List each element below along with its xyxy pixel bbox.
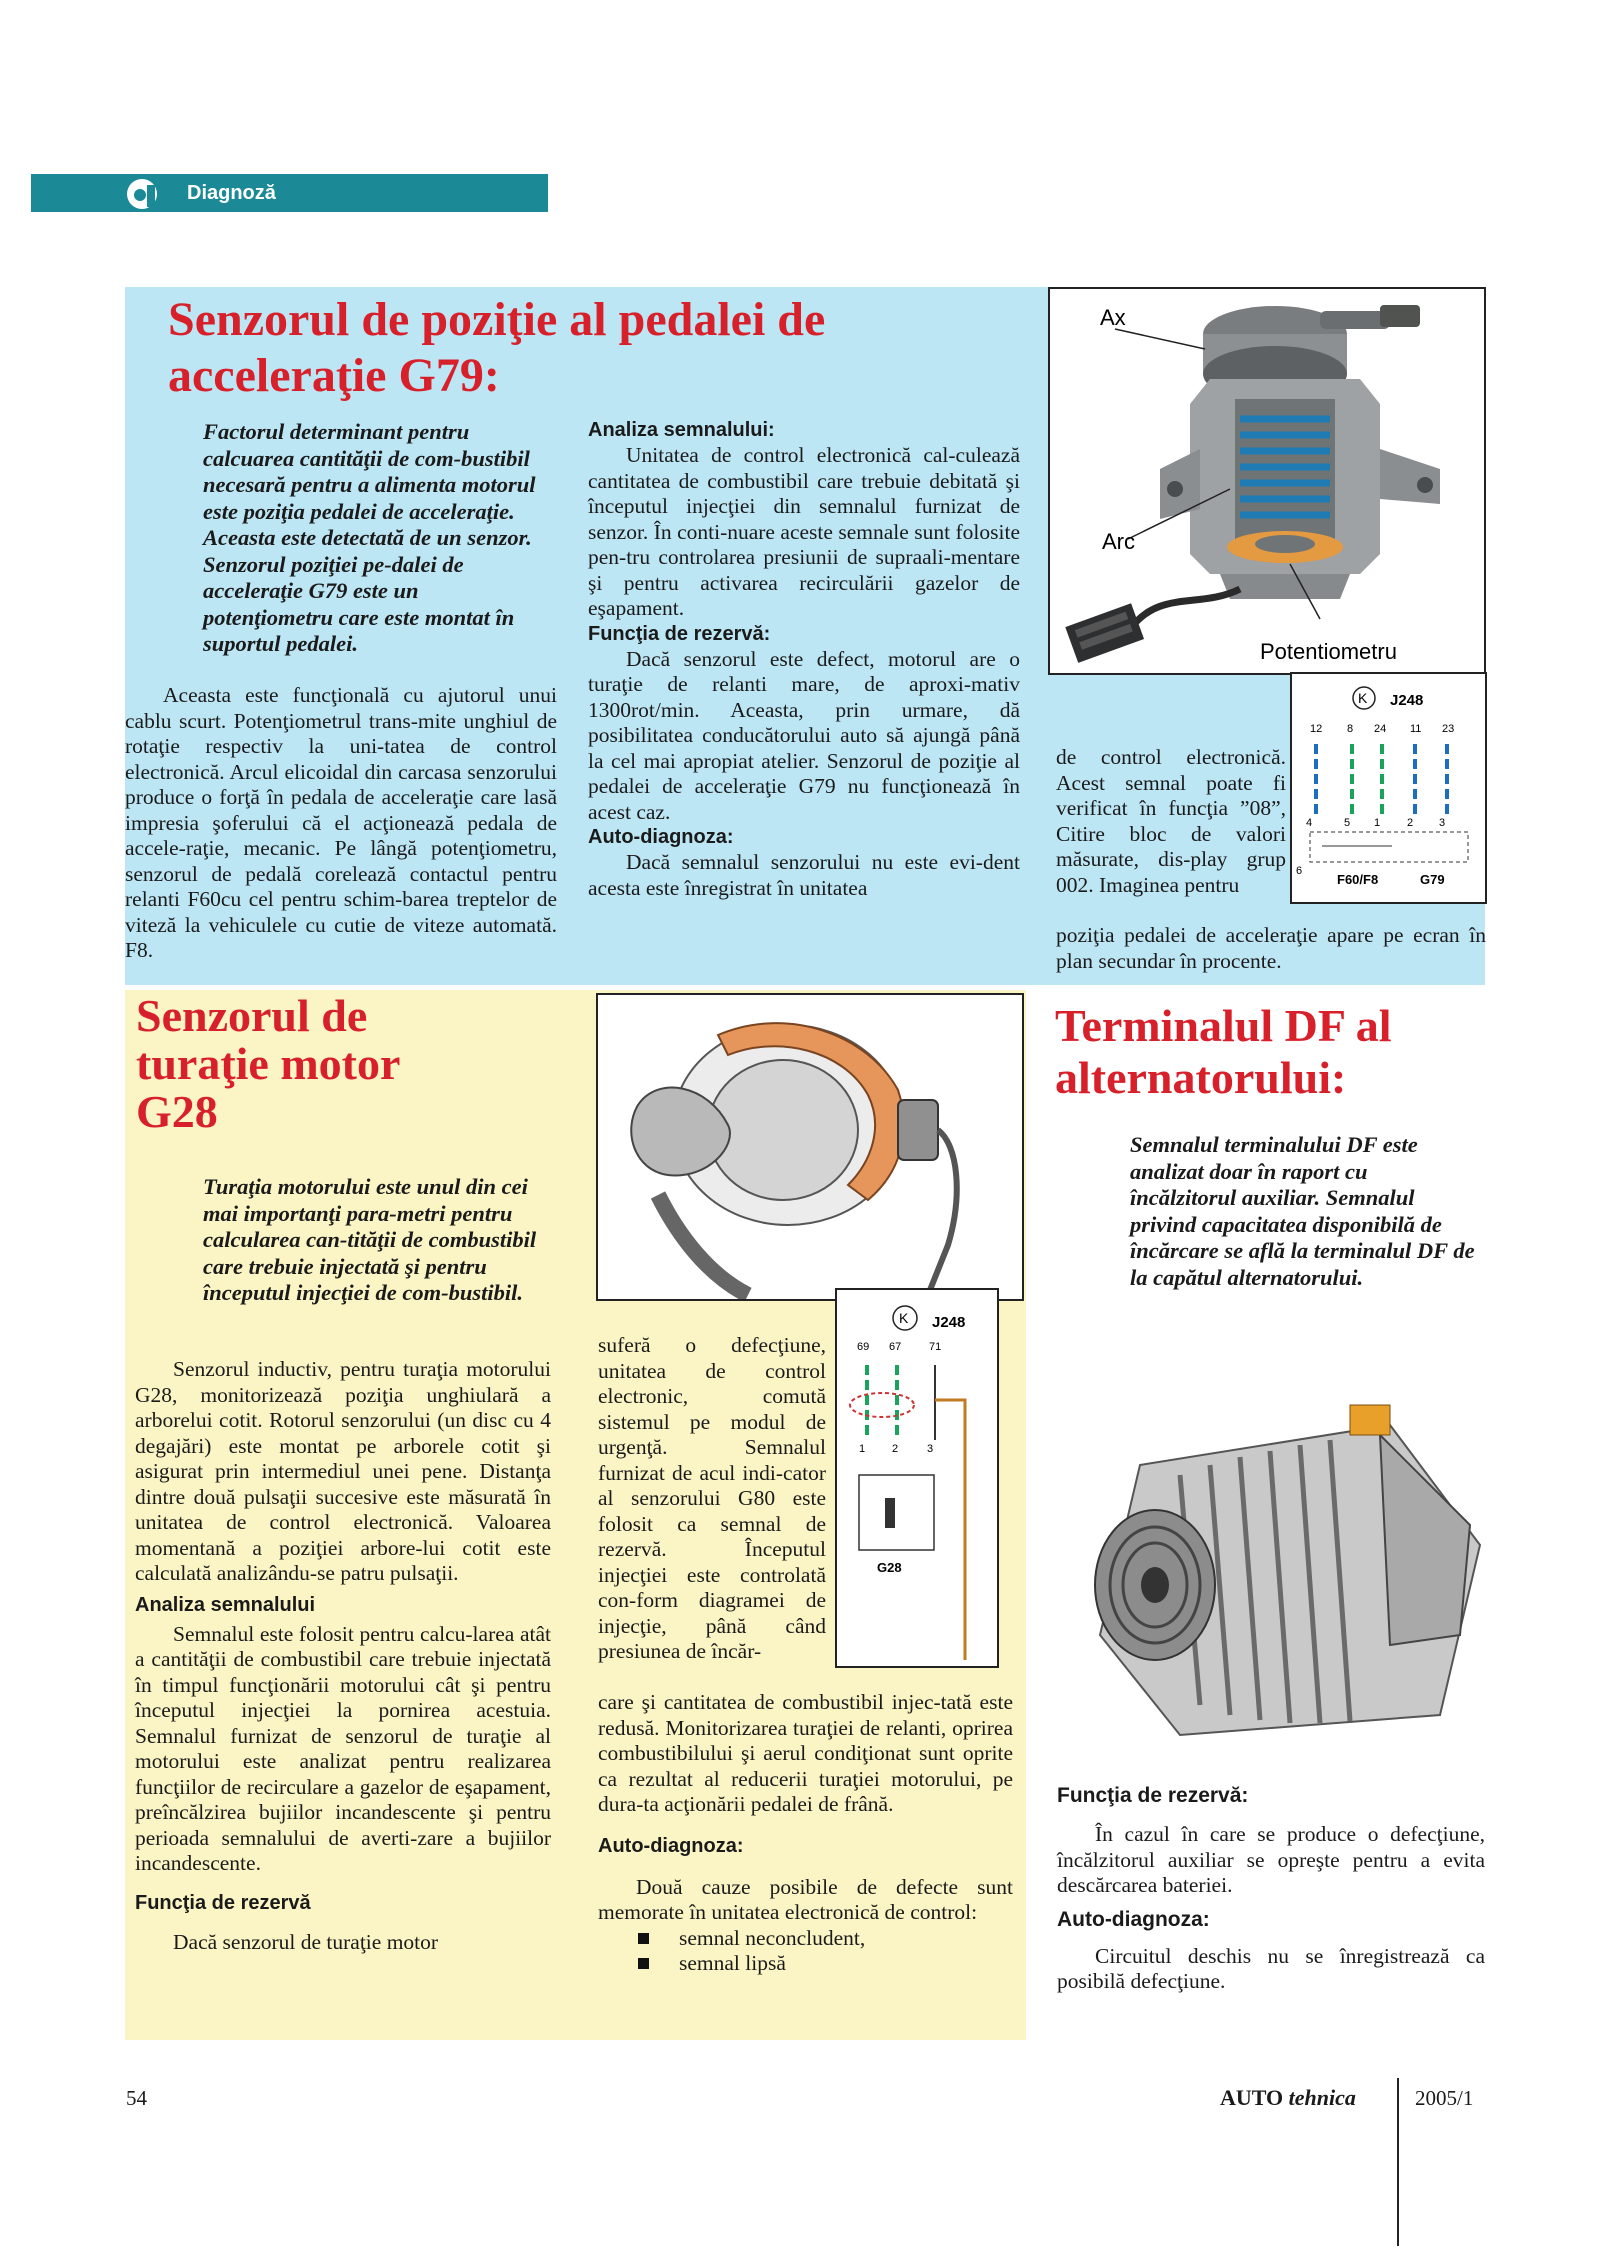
- g79-label-g: G79: [1420, 872, 1445, 887]
- footer-divider: [1397, 2078, 1399, 2246]
- g28-bullet-1-text: semnal neconcludent,: [679, 1925, 866, 1950]
- magazine-tehnica: tehnica: [1288, 2085, 1356, 2110]
- g79-wiring-diagram: [1290, 672, 1487, 904]
- g79-col1-text: [125, 683, 557, 964]
- df-text-block: [1057, 1783, 1485, 1995]
- df-title: [1055, 1000, 1392, 1104]
- g79-pin-top-3: 24: [1374, 723, 1387, 735]
- g79-pin-bottom-2: 5: [1344, 817, 1351, 829]
- g79-auto-heading: Auto-diagnoza:: [588, 826, 734, 848]
- g79-sensor-drawing: [1050, 289, 1484, 673]
- section-logo-icon: [125, 177, 161, 211]
- g28-rezerva-text: Dacă senzorul de turaţie motor: [173, 1929, 439, 1954]
- g79-title-line2: acceleraţie G79:: [168, 349, 500, 402]
- df-auto-text: Circuitul deschis nu se înregistrează ca posibilă defecţiune.: [1057, 1943, 1485, 1993]
- g28-pin-top-1: 69: [857, 1341, 870, 1353]
- g28-text1: Senzorul inductiv, pentru turaţia motorului G28, monitorizează poziţia unghiulară a arborelui cotit. Rotorul senzorului (un disc cu 4 degajări) este montat pe arborele cotit şi asigurat prin intermediul unei pene. Distanţa dintre două pulsaţii succesive este măsurată în unitatea de control electronică. Valoarea momentană a poziţiei arbore-lui cotit este calculată analizându-se patru pulsaţii.: [135, 1357, 551, 1585]
- g79-title-line1: Senzorul de poziţie al pedalei de: [168, 293, 826, 346]
- g79-k-symbol: K: [1358, 690, 1368, 706]
- g79-wiring-svg: [1292, 674, 1485, 902]
- g79-label-f: F60/F8: [1337, 872, 1379, 887]
- g28-analiza-heading: Analiza semnalului: [135, 1593, 316, 1616]
- section-label: Diagnoză: [187, 182, 276, 204]
- g28-rezerva-heading: Funcţia de rezervă: [135, 1891, 311, 1914]
- g28-col2-lower: [598, 1690, 1013, 1977]
- g79-pin-side: 6: [1296, 865, 1303, 877]
- g28-wiring-svg: [837, 1290, 997, 1666]
- df-rezerva-text: În cazul în care se produce o defecţiune, încălzitorul auxiliar se opreşte pentru a evita descărcarea bateriei.: [1057, 1822, 1485, 1897]
- page-number: 54: [126, 2086, 147, 2110]
- g28-bullet-2-text: semnal lipsă: [679, 1951, 786, 1975]
- g28-pin-bottom-2: 2: [892, 1443, 899, 1455]
- df-auto-heading: Auto-diagnoza:: [1057, 1907, 1210, 1931]
- g79-pin-bottom-5: 3: [1439, 817, 1446, 829]
- df-rezerva-heading: Funcţia de rezervă:: [1057, 1784, 1249, 1807]
- g28-k-symbol: K: [899, 1310, 909, 1326]
- alternator-figure: [1060, 1385, 1490, 1755]
- bullet-square-icon: [638, 1933, 649, 1944]
- g79-ecu-label: J248: [1390, 692, 1424, 709]
- g79-col3-text: [1056, 745, 1286, 898]
- g28-title-line1: Senzorul de: [136, 990, 368, 1041]
- g79-col2: [588, 418, 1020, 901]
- g28-bullet-2: [598, 1951, 1013, 1977]
- bullet-square-icon: [638, 1958, 649, 1969]
- g79-pin-bottom-4: 2: [1407, 817, 1414, 829]
- g28-title-line3: G28: [136, 1086, 218, 1137]
- g28-pin-top-3: 71: [929, 1341, 942, 1353]
- label-ax: Ax: [1100, 305, 1126, 330]
- g79-rezerva-text: Dacă senzorul este defect, motorul are o turaţie de relanti mare, de aproxi-mativ 1300rot/min. Aceasta, prin urmare, dă posibilitatea conducătorului auto să ajungă până la cel mai apropiat atelier. Senzorul de poziţie al pedalei de acceleraţie G79 nu funcţionează în acest caz.: [588, 646, 1020, 824]
- g28-title: [136, 992, 400, 1136]
- g79-pin-bottom-3: 1: [1374, 817, 1381, 829]
- g79-pin-top-5: 23: [1442, 723, 1455, 735]
- g28-ecu-label: J248: [932, 1314, 966, 1331]
- g79-analiza-heading: Analiza semnalului:: [588, 419, 775, 441]
- g79-rezerva-heading: Funcţia de rezervă:: [588, 622, 771, 645]
- magazine-auto: AUTO: [1220, 2085, 1284, 2110]
- issue-number: 2005/1: [1415, 2086, 1474, 2110]
- g28-lead: Turaţia motorului este unul din cei mai importanţi para-metri pentru calcularea can-tităţii de combustibil care trebuie injectată şi pentru începutul injecţiei de com-bustibil.: [203, 1174, 537, 1305]
- df-title-line1: Terminalul DF al: [1055, 1000, 1392, 1051]
- label-arc: Arc: [1102, 529, 1135, 554]
- g79-pin-top-2: 8: [1347, 723, 1354, 735]
- g28-auto-text: Două cauze posibile de defecte sunt memorate în unitatea electronică de control:: [598, 1874, 1013, 1924]
- g79-pin-top-4: 11: [1410, 723, 1422, 735]
- g79-col1-paragraph: Aceasta este funcţională cu ajutorul unui cablu scurt. Potenţiometrul trans-mite unghiul de rotaţie respectiv la uni-tatea de control electronică. Arcul elicoidal din carcasa senzorului produce o forţă în pedala de acceleraţie care lasă impresia şoferului că el acţionează pedala de accele-raţie, mecanic. Pe lângă potenţiometru, senzorul de pedală corelează contactul pentru relanti F60cu cel pentru schim-barea treptelor de viteză la vehiculele cu cutie de viteze automată. F8.: [125, 683, 557, 962]
- g79-pin-top-1: 12: [1310, 723, 1323, 735]
- g79-col3-tail: poziţia pedalei de acceleraţie apare pe ecran în plan secundar în procente.: [1056, 923, 1486, 973]
- g28-title-line2: turaţie motor: [136, 1038, 401, 1089]
- section-header-bar: [31, 174, 548, 212]
- g28-sensor-drawing: [598, 995, 1022, 1299]
- g79-lead: Factorul determinant pentru calcuarea cantităţii de com-bustibil necesară pentru a alimenta motorul este poziţia pedalei de acceleraţie. Aceasta este detectată de un senzor. Senzorul poziţiei pe-dalei de acceleraţie G79 este un potenţiometru care este montat în suportul pedalei.: [203, 419, 536, 656]
- g79-sensor-figure: [1048, 287, 1486, 675]
- g28-pin-bottom-1: 1: [859, 1443, 866, 1455]
- g28-label-g: G28: [877, 1560, 902, 1575]
- g28-col1: [135, 1357, 551, 1955]
- g28-wiring-diagram: [835, 1288, 999, 1668]
- g79-analiza-text: Unitatea de control electronică cal-culează cantitatea de combustibil care trebuie debitată şi începutul injecţiei din semnalul furnizat de senzor. În conti-nuare aceste semnale sunt folosite pen-tru controlarea presiunii de supraali-mentare şi pentru activarea recirculării gazelor de eşapament.: [588, 443, 1020, 620]
- g28-bullet-1: [598, 1926, 1013, 1952]
- df-title-line2: alternatorului:: [1055, 1052, 1347, 1103]
- g28-col2-tail: care şi cantitatea de combustibil injec-tată este redusă. Monitorizarea turaţiei de relanti, oprirea combustibilului şi aerul condiţionat sunt oprite ca rezultat al reducerii turaţiei motorului, pe dura-ta acţionării pedalei de frână.: [598, 1690, 1013, 1816]
- df-lead: Semnalul terminalului DF este analizat doar în raport cu încălzitorul auxiliar. Semnalul privind capacitatea disponibilă de încărcare se află la terminalul DF de la capătul alternatorului.: [1130, 1132, 1475, 1290]
- magazine-name: [1220, 2085, 1356, 2111]
- g28-analiza-text: Semnalul este folosit pentru calcu-larea atât a cantităţii de combustibil care trebuie injectată în timpul funcţionării motorului cât şi pentru începutul injecţiei la pornirea acestuia. Semnalul furnizat de senzorul de turaţie al motorului este analizat pentru realizarea funcţiilor de recirculare a gazelor de eşapament, preîncălzirea bujiilor incandescente şi pentru perioada semnalului de averti-zare a bujiilor incandescente.: [135, 1621, 551, 1875]
- g79-col3-paragraph: de control electronică. Acest semnal poate fi verificat în funcţia ”08”, Citire bloc de valori măsurate, dis-play grup 002. Imaginea pentru: [1056, 745, 1286, 897]
- label-potentiometru: Potentiometru: [1260, 639, 1397, 664]
- g28-pin-bottom-3: 3: [927, 1443, 934, 1455]
- g79-pin-bottom-1: 4: [1306, 817, 1313, 829]
- g28-auto-heading: Auto-diagnoza:: [598, 1834, 744, 1857]
- g28-col2-text: suferă o defecţiune, unitatea de control electronic, comută sistemul pe modul de urgenţă. Semnalul furnizat de acul indi-cator al senzorului G80 este folosit ca semnal de rezervă. Începutul injecţiei este controlată con-form diagramei de injecţie, până când presiunea de încăr-: [598, 1333, 826, 1663]
- g79-title: [168, 292, 825, 404]
- g28-pin-top-2: 67: [889, 1341, 902, 1353]
- g79-auto-text: Dacă semnalul senzorului nu este evi-dent acesta este înregistrat în unitatea: [588, 850, 1020, 900]
- g28-sensor-figure: [596, 993, 1024, 1301]
